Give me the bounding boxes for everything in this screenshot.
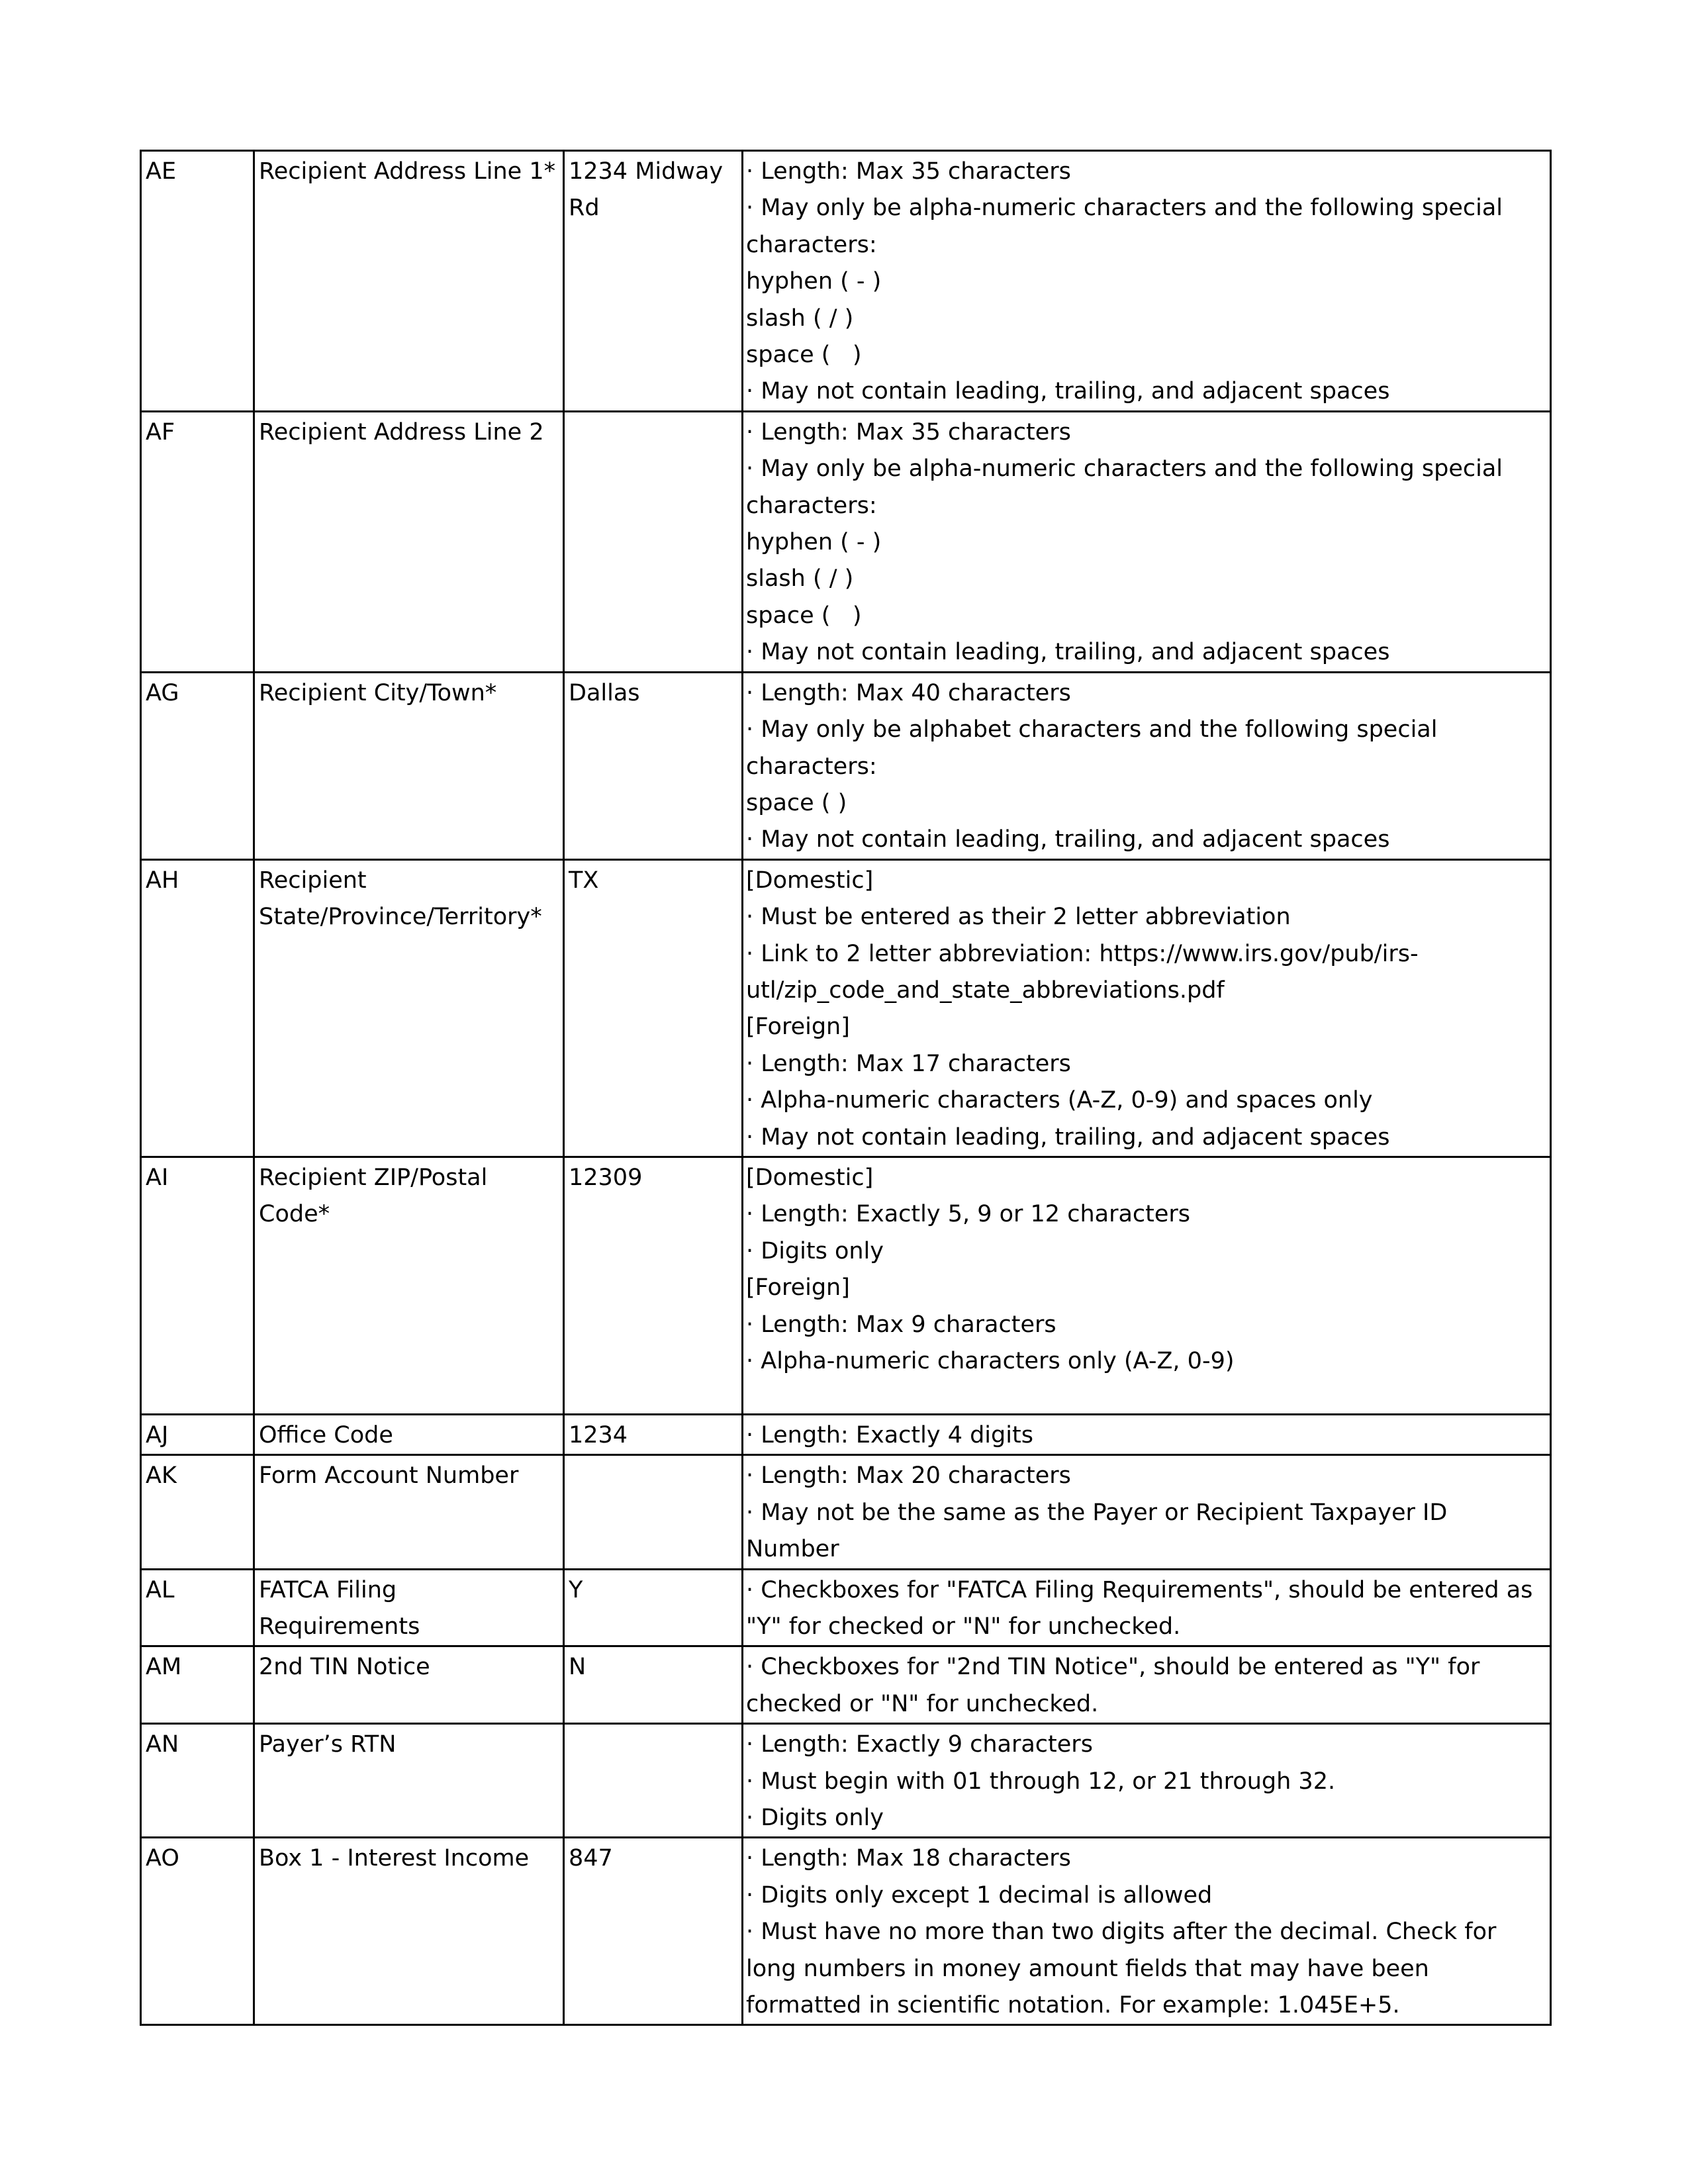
example-value: Dallas <box>564 672 743 859</box>
rule-line: [Domestic] <box>746 867 874 894</box>
rule-line: · Checkboxes for "2nd TIN Notice", should be entered as "Y" for checked or "N" for unchecked. <box>746 1654 1487 1717</box>
rule-line: hyphen ( - ) <box>746 268 882 295</box>
rule-line: · Length: Max 17 characters <box>746 1050 1071 1077</box>
column-code: AK <box>141 1455 254 1569</box>
validation-rules <box>743 1157 1551 1414</box>
rule-line: slash ( / ) <box>746 305 854 332</box>
table-row <box>141 1838 1551 2025</box>
table-row <box>141 151 1551 412</box>
example-value: 1234 <box>564 1414 743 1454</box>
column-code: AI <box>141 1157 254 1414</box>
column-code: AM <box>141 1646 254 1724</box>
field-name: FATCA Filing Requirements <box>254 1569 564 1646</box>
rule-line: slash ( / ) <box>746 565 854 593</box>
rule-line: · May only be alpha-numeric characters and the following special characters: <box>746 455 1511 519</box>
rule-line: · Digits only <box>746 1237 884 1264</box>
validation-rules <box>743 151 1551 412</box>
rule-line: · May not contain leading, trailing, and adjacent spaces <box>746 1123 1390 1151</box>
rule-line: · Digits only <box>746 1805 884 1832</box>
table-row <box>141 1724 1551 1838</box>
column-code: AE <box>141 151 254 412</box>
rule-line: · Must be entered as their 2 letter abbreviation <box>746 904 1291 931</box>
column-code: AJ <box>141 1414 254 1454</box>
field-name: Recipient ZIP/Postal Code* <box>254 1157 564 1414</box>
rule-line: · Alpha-numeric characters (A-Z, 0-9) and spaces only <box>746 1087 1373 1114</box>
example-value: TX <box>564 859 743 1157</box>
column-code: AG <box>141 672 254 859</box>
validation-rules <box>743 1414 1551 1454</box>
field-name: Box 1 - Interest Income <box>254 1838 564 2025</box>
column-code: AF <box>141 411 254 672</box>
rule-line: · Length: Exactly 4 digits <box>746 1421 1033 1448</box>
table-row <box>141 1455 1551 1569</box>
rule-line: [Domestic] <box>746 1164 874 1191</box>
rule-line: · May not be the same as the Payer or Recipient Taxpayer ID Number <box>746 1499 1455 1563</box>
column-code: AN <box>141 1724 254 1838</box>
rule-line: space ( ) <box>746 602 862 629</box>
rule-line: · May not contain leading, trailing, and adjacent spaces <box>746 826 1390 853</box>
rule-line: · Length: Max 20 characters <box>746 1462 1071 1490</box>
rule-line: · May only be alpha-numeric characters and the following special characters: <box>746 195 1511 258</box>
rule-line: · May not contain leading, trailing, and adjacent spaces <box>746 639 1390 666</box>
example-value: N <box>564 1646 743 1724</box>
example-value <box>564 1724 743 1838</box>
table-row <box>141 1569 1551 1646</box>
rule-line: · Length: Exactly 5, 9 or 12 characters <box>746 1201 1191 1228</box>
validation-rules <box>743 1724 1551 1838</box>
rule-line: [Foreign] <box>746 1014 850 1041</box>
validation-rules <box>743 411 1551 672</box>
rule-line: space ( ) <box>746 789 847 816</box>
example-value <box>564 1455 743 1569</box>
example-value: 847 <box>564 1838 743 2025</box>
validation-rules <box>743 1569 1551 1646</box>
column-code: AH <box>141 859 254 1157</box>
table-row <box>141 411 1551 672</box>
rule-line: · Must begin with 01 through 12, or 21 through 32. <box>746 1768 1336 1795</box>
rule-line: · Link to 2 letter abbreviation: https://www.irs.gov/pub/irs-utl/zip_code_and_state_abbreviations.pdf <box>746 940 1419 1004</box>
table-row <box>141 859 1551 1157</box>
validation-rules <box>743 1646 1551 1724</box>
table-row <box>141 672 1551 859</box>
validation-rules <box>743 1838 1551 2025</box>
rule-line: [Foreign] <box>746 1274 850 1302</box>
field-name: Payer’s RTN <box>254 1724 564 1838</box>
field-name: Office Code <box>254 1414 564 1454</box>
example-value: 1234 Midway Rd <box>564 151 743 412</box>
rule-line: · Length: Max 9 characters <box>746 1311 1056 1338</box>
rule-line: · Digits only except 1 decimal is allowed <box>746 1881 1213 1909</box>
field-name: Recipient City/Town* <box>254 672 564 859</box>
rule-line: · Length: Max 35 characters <box>746 158 1071 185</box>
rule-line: · Must have no more than two digits after the decimal. Check for long numbers in money amount fields that may have been formatted in scientific notation. For example: 1.045E+5. <box>746 1919 1504 2019</box>
table-row <box>141 1646 1551 1724</box>
rule-line: · Length: Max 18 characters <box>746 1845 1071 1872</box>
rule-line: · May only be alphabet characters and the following special characters: <box>746 716 1445 780</box>
table-row <box>141 1414 1551 1454</box>
example-value: Y <box>564 1569 743 1646</box>
field-name: Recipient Address Line 1* <box>254 151 564 412</box>
rule-line: · Length: Exactly 9 characters <box>746 1731 1093 1758</box>
column-code: AL <box>141 1569 254 1646</box>
validation-rules <box>743 1455 1551 1569</box>
rule-line: hyphen ( - ) <box>746 529 882 556</box>
rule-line: space ( ) <box>746 342 862 369</box>
table-row <box>141 1157 1551 1414</box>
validation-rules <box>743 859 1551 1157</box>
field-name: Form Account Number <box>254 1455 564 1569</box>
field-name: 2nd TIN Notice <box>254 1646 564 1724</box>
field-name: Recipient State/Province/Territory* <box>254 859 564 1157</box>
example-value <box>564 411 743 672</box>
rule-line: · Alpha-numeric characters only (A-Z, 0-9) <box>746 1348 1235 1374</box>
rule-line: · Checkboxes for "FATCA Filing Requirements", should be entered as "Y" for checked or "N" for unchecked. <box>746 1576 1540 1640</box>
column-code: AO <box>141 1838 254 2025</box>
field-spec-table <box>140 150 1552 2026</box>
field-name: Recipient Address Line 2 <box>254 411 564 672</box>
rule-line: · Length: Max 40 characters <box>746 679 1071 706</box>
example-value: 12309 <box>564 1157 743 1414</box>
rule-line: · May not contain leading, trailing, and adjacent spaces <box>746 378 1390 405</box>
rule-line: · Length: Max 35 characters <box>746 418 1071 446</box>
validation-rules <box>743 672 1551 859</box>
